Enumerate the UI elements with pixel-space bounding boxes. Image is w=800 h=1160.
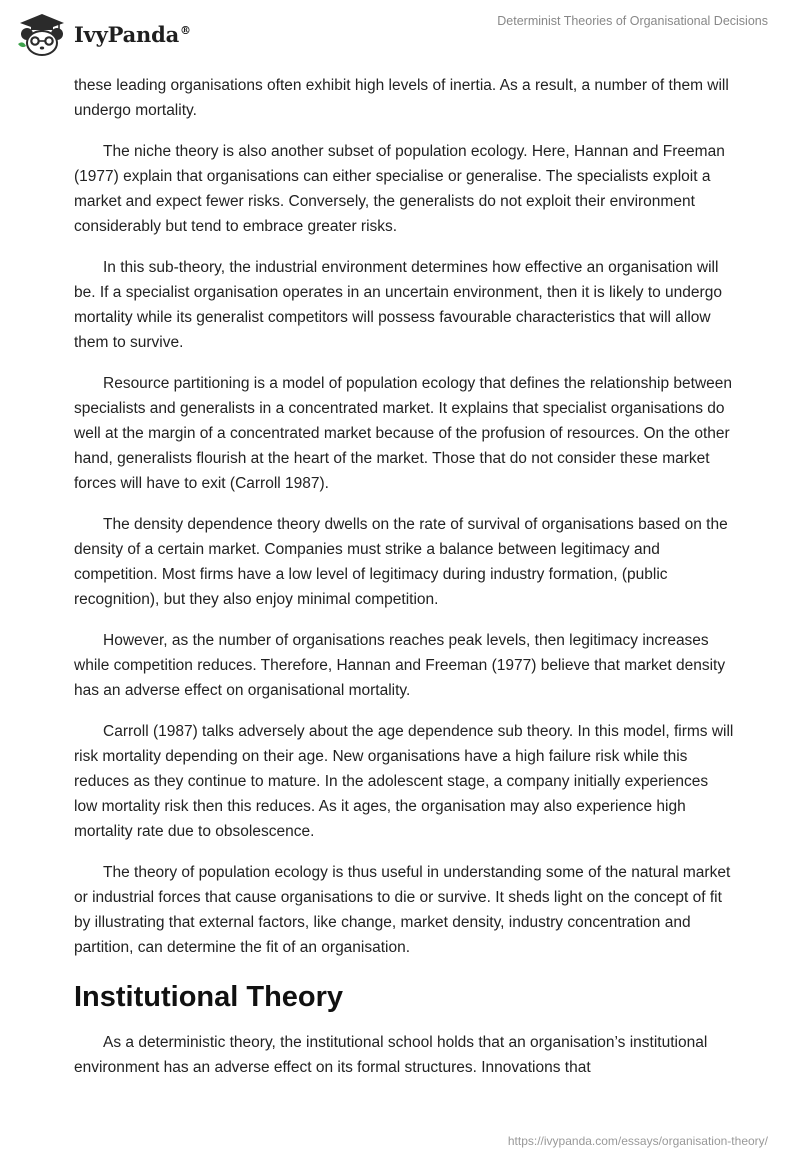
paragraph: As a deterministic theory, the institutional school holds that an organisation’s institutional environment has an adverse effect on its formal structures. Innovations that xyxy=(74,1034,708,1076)
logo-name: IvyPanda xyxy=(74,21,180,47)
paragraph: The density dependence theory dwells on the rate of survival of organisations based on the density of a certain market. Companies must strike a balance between legitimacy and competition. Most firms have a low level of legitimacy during industry formation, (public recognition), but they also enjoy minimal competition. xyxy=(74,516,728,608)
source-url[interactable]: https://ivypanda.com/essays/organisation-theory/ xyxy=(507,1134,768,1148)
paragraph: these leading organisations often exhibit high levels of inertia. As a result, a number of them will undergo mortality. xyxy=(74,77,729,119)
page-header xyxy=(0,0,800,70)
panda-graduate-icon xyxy=(14,10,70,58)
logo-text xyxy=(74,22,191,47)
registered-mark: ® xyxy=(180,23,191,37)
document-title: Determinist Theories of Organisational Decisions xyxy=(497,14,768,28)
ivypanda-logo[interactable] xyxy=(14,10,191,58)
paragraph: Carroll (1987) talks adversely about the age dependence sub theory. In this model, firms will risk mortality depending on their age. New organisations have a high failure risk while this reduces as they continue to mature. In the adolescent stage, a company initially experiences low mortality risk then this reduces. As it ages, the organisation may also experience high mortality rate due to obsolescence. xyxy=(74,723,734,840)
paragraph: The niche theory is also another subset of population ecology. Here, Hannan and Freeman (1977) explain that organisations can either specialise or generalise. The specialists exploit a market and expect fewer risks. Conversely, the generalists do not exploit their environment considerably but tend to embrace greater risks. xyxy=(74,143,725,235)
paragraph: However, as the number of organisations reaches peak levels, then legitimacy increases while competition reduces. Therefore, Hannan and Freeman (1977) believe that market density has an adverse effect on organisational mortality. xyxy=(74,632,726,699)
essay-content xyxy=(74,73,734,1096)
section-heading: Institutional Theory xyxy=(74,981,344,1013)
paragraph: The theory of population ecology is thus useful in understanding some of the natural market or industrial forces that cause organisations to die or survive. It sheds light on the concept of fit by illustrating that external factors, like change, market density, industry concentration and partition, can determine the fit of an organisation. xyxy=(74,864,731,956)
paragraph: In this sub-theory, the industrial environment determines how effective an organisation will be. If a specialist organisation operates in an uncertain environment, then it is likely to undergo mortality while its generalist competitors will possess favourable characteristics that will allow them to survive. xyxy=(74,259,722,351)
paragraph: Resource partitioning is a model of population ecology that defines the relationship between specialists and generalists in a concentrated market. It explains that specialist organisations do well at the margin of a concentrated market because of the profusion of resources. On the other hand, generalists flourish at the heart of the market. Those that do not consider these market forces will have to exit (Carroll 1987). xyxy=(74,375,733,492)
